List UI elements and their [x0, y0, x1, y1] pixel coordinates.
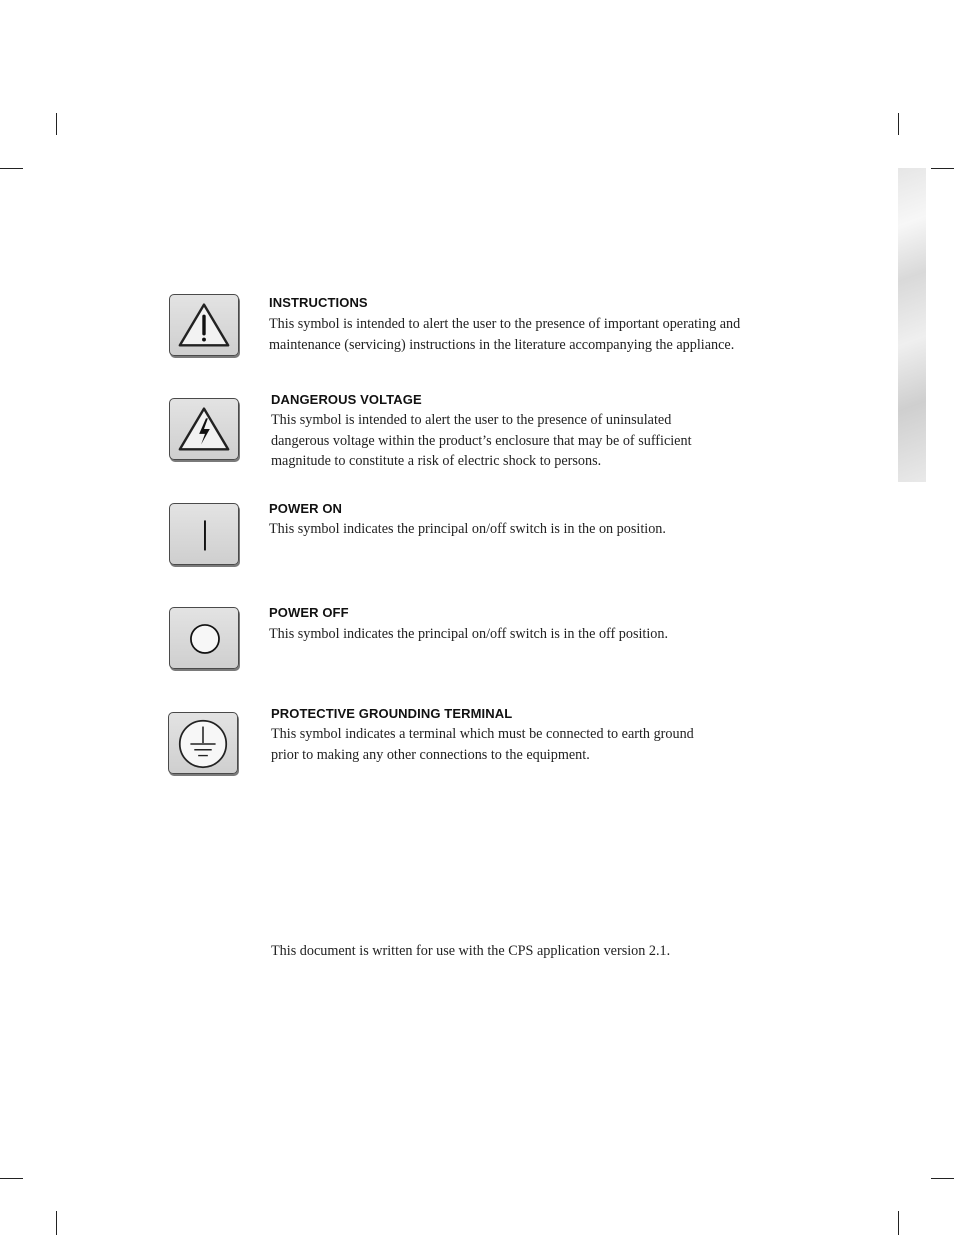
- crop-mark: [56, 113, 57, 135]
- symbol-description: [269, 519, 789, 540]
- description-line: dangerous voltage within the product’s enclosure that may be of sufficient: [271, 432, 692, 449]
- description-line: This symbol indicates a terminal which must be connected to earth ground: [271, 726, 694, 742]
- crop-mark: [56, 1211, 57, 1235]
- crop-mark: [931, 168, 954, 169]
- description-line: This symbol is intended to alert the user to the presence of important operating and: [269, 316, 741, 332]
- version-note-text: This document is written for use with the CPS application version 2.1.: [271, 943, 671, 959]
- lightning-triangle-icon: [169, 398, 239, 460]
- crop-mark: [898, 113, 899, 135]
- crop-mark: [898, 1211, 899, 1235]
- symbol-heading: POWER ON: [269, 501, 343, 516]
- description-line: magnitude to constitute a risk of electric shock to persons.: [271, 453, 602, 469]
- page-edge-tab: [898, 168, 926, 482]
- warning-triangle-icon: [169, 294, 239, 356]
- symbol-description: [269, 624, 789, 645]
- description-line: This symbol is intended to alert the user to the presence of uninsulated: [271, 412, 672, 428]
- symbol-description: [271, 724, 791, 765]
- description-line: This symbol indicates the principal on/off switch is in the on position.: [269, 521, 666, 537]
- power-off-icon: [169, 607, 239, 669]
- symbol-description: [269, 314, 789, 355]
- crop-mark: [931, 1178, 954, 1179]
- ground-terminal-icon: [168, 712, 238, 774]
- symbol-heading: INSTRUCTIONS: [269, 295, 368, 310]
- crop-mark: [0, 168, 23, 169]
- crop-mark: [0, 1178, 23, 1179]
- version-note: [271, 941, 791, 962]
- description-line: prior to making any other connections to the equipment.: [271, 746, 590, 763]
- power-on-icon: [169, 503, 239, 565]
- symbol-heading: PROTECTIVE GROUNDING TERMINAL: [271, 706, 513, 721]
- description-line: maintenance (servicing) instructions in the literature accompanying the appliance.: [269, 336, 735, 353]
- symbol-heading: DANGEROUS VOLTAGE: [271, 392, 422, 407]
- symbol-description: [271, 410, 791, 472]
- description-line: This symbol indicates the principal on/off switch is in the off position.: [269, 626, 669, 642]
- symbol-heading: POWER OFF: [269, 605, 349, 620]
